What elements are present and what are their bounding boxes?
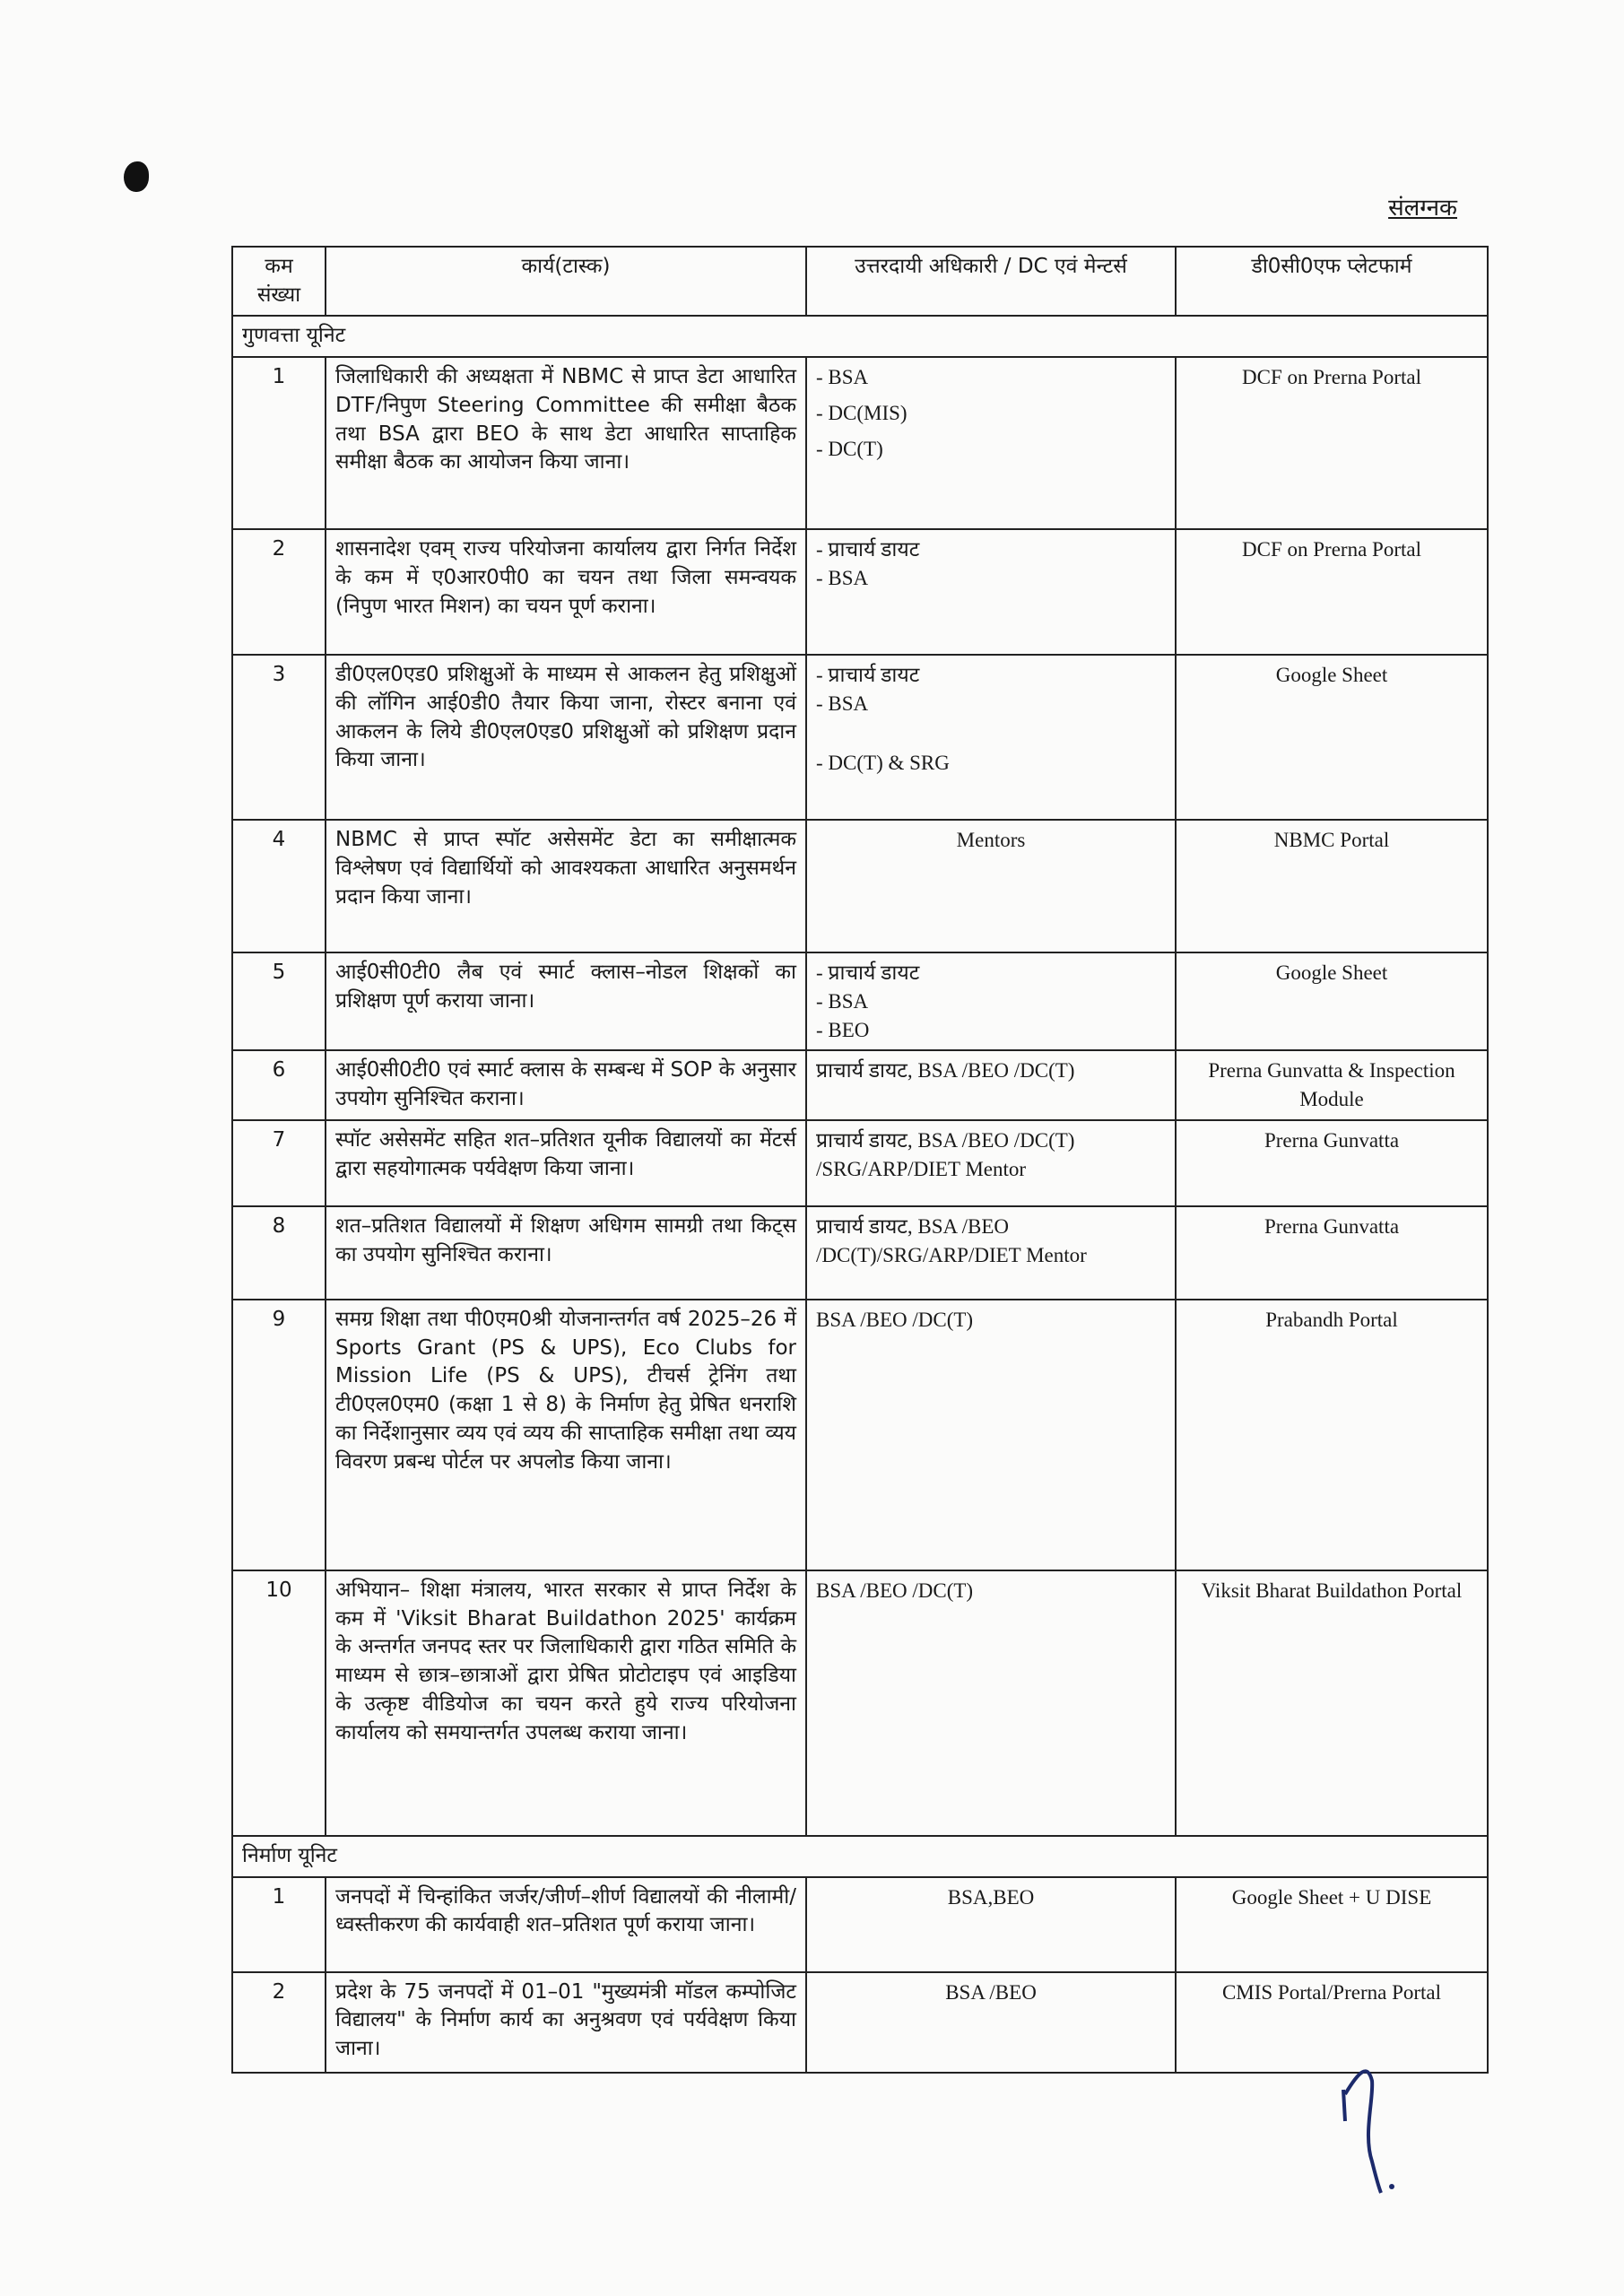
- row-serial: 2: [232, 1972, 326, 2073]
- officer-item: - BSA: [816, 691, 869, 715]
- officer-item: - BSA: [816, 366, 869, 389]
- table-row: [232, 1050, 1488, 1119]
- table-row: [232, 952, 1488, 1050]
- signature: [1327, 2054, 1426, 2197]
- row-officers: [806, 1972, 1176, 2073]
- row-platform: NBMC Portal: [1176, 820, 1488, 952]
- table-row: [232, 820, 1488, 952]
- table-row: [232, 1300, 1488, 1570]
- officer-item: - प्राचार्य डायट: [816, 961, 920, 985]
- ink-blot: [124, 161, 149, 192]
- officer-item: - DC(T): [816, 437, 883, 460]
- row-task: प्रदेश के 75 जनपदों में 01–01 "मुख्यमंत्री मॉडल कम्पोजिट विद्यालय" के निर्माण कार्य का अनुश्रवण एवं पर्यवेक्षण किया जाना।: [326, 1972, 806, 2073]
- header-officer: उत्तरदायी अधिकारी / DC एवं मेन्टर्स: [806, 247, 1176, 316]
- officer-item: - BSA: [816, 566, 869, 589]
- table-row: [232, 1120, 1488, 1206]
- row-serial: 1: [232, 1877, 326, 1972]
- row-task: NBMC से प्राप्त स्पॉट असेसमेंट डेटा का समीक्षात्मक विश्लेषण एवं विद्यार्थियों को आवश्यकता आधारित अनुसमर्थन प्रदान किया जाना।: [326, 820, 806, 952]
- row-platform: DCF on Prerna Portal: [1176, 357, 1488, 529]
- row-platform: Prerna Gunvatta: [1176, 1120, 1488, 1206]
- row-platform: Prabandh Portal: [1176, 1300, 1488, 1570]
- row-serial: 2: [232, 529, 326, 655]
- row-task: जिलाधिकारी की अध्यक्षता में NBMC से प्राप्त डेटा आधारित DTF/निपुण Steering Committee की समीक्षा बैठक तथा BSA द्वारा BEO के साथ डेटा आधारित साप्ताहिक समीक्षा बैठक का आयोजन किया जाना।: [326, 357, 806, 529]
- officer-item: - प्राचार्य डायट: [816, 664, 920, 687]
- row-platform: Google Sheet + U DISE: [1176, 1877, 1488, 1972]
- row-task: शत–प्रतिशत विद्यालयों में शिक्षण अधिगम सामग्री तथा किट्स का उपयोग सुनिश्चित कराना।: [326, 1206, 806, 1300]
- table-row: [232, 357, 1488, 529]
- header-platform: डी0सी0एफ प्लेटफार्म: [1176, 247, 1488, 316]
- row-officers: [806, 1050, 1176, 1119]
- header-task: कार्य(टास्क): [326, 247, 806, 316]
- table-row: [232, 655, 1488, 820]
- table-body: [232, 316, 1488, 2072]
- officer-item: - DC(T) & SRG: [816, 751, 950, 774]
- row-officers: [806, 529, 1176, 655]
- row-platform: DCF on Prerna Portal: [1176, 529, 1488, 655]
- header-row: [232, 247, 1488, 316]
- row-platform: Prerna Gunvatta & Inspection Module: [1176, 1050, 1488, 1119]
- section-row: [232, 316, 1488, 357]
- row-officers: [806, 357, 1176, 529]
- annexure-label: संलग्नक: [1388, 195, 1457, 222]
- row-platform: CMIS Portal/Prerna Portal: [1176, 1972, 1488, 2073]
- officer-item: BSA /BEO: [945, 1980, 1037, 2004]
- row-officers: [806, 1570, 1176, 1836]
- row-serial: 7: [232, 1120, 326, 1206]
- table-row: [232, 1570, 1488, 1836]
- row-task: डी0एल0एड0 प्रशिक्षुओं के माध्यम से आकलन हेतु प्रशिक्षुओं की लॉगिन आई0डी0 तैयार किया जाना, रोस्टर बनाना एवं आकलन के लिये डी0एल0एड0 प्रशिक्षुओं को प्रशिक्षण प्रदान किया जाना।: [326, 655, 806, 820]
- row-serial: 10: [232, 1570, 326, 1836]
- row-platform: Google Sheet: [1176, 952, 1488, 1050]
- officer-item: - BSA: [816, 989, 869, 1013]
- row-serial: 5: [232, 952, 326, 1050]
- row-officers: [806, 952, 1176, 1050]
- section-title: गुणवत्ता यूनिट: [232, 316, 1488, 357]
- row-officers: [806, 1206, 1176, 1300]
- officer-item: BSA /BEO /DC(T): [816, 1308, 974, 1331]
- row-task: आई0सी0टी0 एवं स्मार्ट क्लास के सम्बन्ध में SOP के अनुसार उपयोग सुनिश्चित कराना।: [326, 1050, 806, 1119]
- row-officers: [806, 820, 1176, 952]
- officer-item: - BEO: [816, 1018, 870, 1041]
- officer-item: - प्राचार्य डायट: [816, 538, 920, 561]
- row-officers: [806, 1300, 1176, 1570]
- section-title: निर्माण यूनिट: [232, 1836, 1488, 1877]
- row-task: आई0सी0टी0 लैब एवं स्मार्ट क्लास–नोडल शिक्षकों का प्रशिक्षण पूर्ण कराया जाना।: [326, 952, 806, 1050]
- row-serial: 1: [232, 357, 326, 529]
- row-officers: [806, 655, 1176, 820]
- row-task: समग्र शिक्षा तथा पी0एम0श्री योजनान्तर्गत वर्ष 2025–26 में Sports Grant (PS & UPS), Eco Clubs for Mission Life (PS & UPS), टीचर्स ट्रेनिंग तथा टी0एल0एम0 (कक्षा 1 से 8) के निर्माण हेतु प्रेषित धनराशि का निर्देशानुसार व्यय एवं व्यय की साप्ताहिक समीक्षा तथा व्यय विवरण प्रबन्ध पोर्टल पर अपलोड किया जाना।: [326, 1300, 806, 1570]
- officer-item: प्राचार्य डायट, BSA /BEO /DC(T)/SRG/ARP/DIET Mentor: [816, 1214, 1087, 1266]
- row-serial: 9: [232, 1300, 326, 1570]
- officer-item: - DC(MIS): [816, 401, 908, 424]
- row-platform: Viksit Bharat Buildathon Portal: [1176, 1570, 1488, 1836]
- row-task: स्पॉट असेसमेंट सहित शत–प्रतिशत यूनीक विद्यालयों का मेंटर्स द्वारा सहयोगात्मक पर्यवेक्षण किया जाना।: [326, 1120, 806, 1206]
- table-row: [232, 1877, 1488, 1972]
- row-serial: 6: [232, 1050, 326, 1119]
- officer-item: प्राचार्य डायट, BSA /BEO /DC(T) /SRG/ARP/DIET Mentor: [816, 1128, 1075, 1180]
- officer-item: Mentors: [956, 829, 1026, 852]
- officer-item: BSA,BEO: [947, 1885, 1035, 1909]
- table-row: [232, 529, 1488, 655]
- table-row: [232, 1206, 1488, 1300]
- row-task: जनपदों में चिन्हांकित जर्जर/जीर्ण–शीर्ण विद्यालयों की नीलामी/ ध्वस्तीकरण की कार्यवाही शत–प्रतिशत पूर्ण कराया जाना।: [326, 1877, 806, 1972]
- table-row: [232, 1972, 1488, 2073]
- row-platform: Google Sheet: [1176, 655, 1488, 820]
- row-platform: Prerna Gunvatta: [1176, 1206, 1488, 1300]
- officer-item: BSA /BEO /DC(T): [816, 1578, 974, 1602]
- row-officers: [806, 1877, 1176, 1972]
- section-row: [232, 1836, 1488, 1877]
- row-officers: [806, 1120, 1176, 1206]
- header-serial: कम संख्या: [232, 247, 326, 316]
- row-task: शासनादेश एवम् राज्य परियोजना कार्यालय द्वारा निर्गत निर्देश के कम में ए0आर0पी0 का चयन तथा जिला समन्वयक (निपुण भारत मिशन) का चयन पूर्ण कराना।: [326, 529, 806, 655]
- task-table: [231, 246, 1489, 2074]
- row-serial: 4: [232, 820, 326, 952]
- row-serial: 3: [232, 655, 326, 820]
- row-task: अभियान– शिक्षा मंत्रालय, भारत सरकार से प्राप्त निर्देश के कम में 'Viksit Bharat Buildathon 2025' कार्यक्रम के अन्तर्गत जनपद स्तर पर जिलाधिकारी द्वारा गठित समिति के माध्यम से छात्र–छात्राओं द्वारा प्रेषित प्रोटोटाइप एवं आइडिया के उत्कृष्ट वीडियोज का चयन करते हुये राज्य परियोजना कार्यालय को समयान्तर्गत उपलब्ध कराया जाना।: [326, 1570, 806, 1836]
- officer-item: प्राचार्य डायट, BSA /BEO /DC(T): [816, 1059, 1075, 1083]
- row-serial: 8: [232, 1206, 326, 1300]
